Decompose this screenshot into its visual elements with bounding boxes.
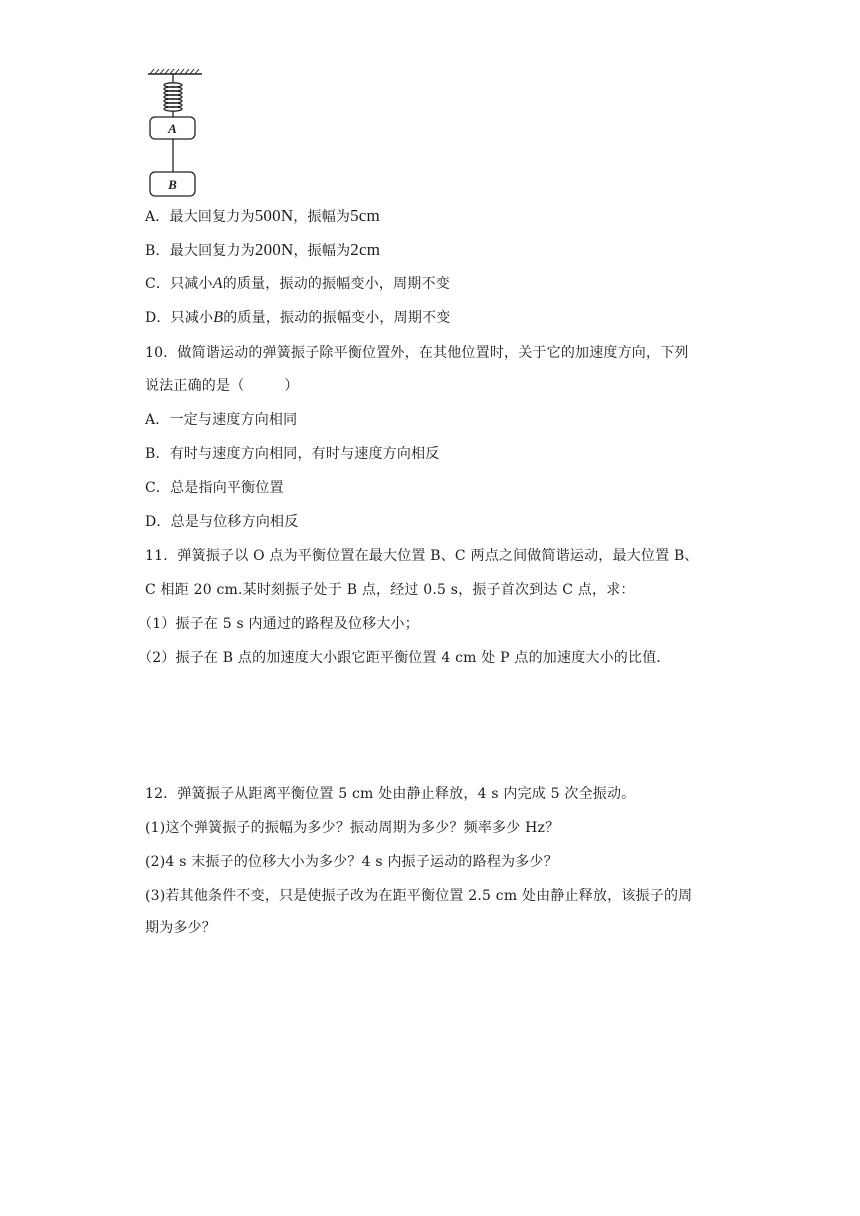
amplitude-value: 2cm: [350, 240, 381, 259]
block-a: [150, 117, 195, 139]
block-a-label: A: [168, 121, 177, 136]
q11-stem-line2: C 相距 20 cm.某时刻振子处于 B 点，经过 0.5 s，振子首次到达 C 点，求：: [145, 582, 635, 598]
q12-part2: (2)4 s 末振子的位移大小为多少？4 s 内振子运动的路程为多少？: [145, 854, 558, 870]
q10-stem-line2: [145, 376, 299, 396]
force-value: 500N: [254, 206, 294, 225]
force-value: 200N: [254, 240, 294, 259]
q9-option-d: [145, 308, 450, 328]
q10-option-b: B．有时与速度方向相同，有时与速度方向相反: [145, 446, 440, 462]
amplitude-value: 5cm: [350, 206, 380, 225]
ceiling: [148, 69, 202, 74]
q11-part1: （1）振子在 5 s 内通过的路程及位移大小；: [138, 616, 419, 632]
option-text: 的质量，振动的振幅变小，周期不变: [223, 310, 451, 326]
option-text: 的质量，振动的振幅变小，周期不变: [222, 276, 450, 292]
q12-part3-line1: (3)若其他条件不变，只是使振子改为在距平衡位置 2.5 cm 处由静止释放，该振子的周: [145, 888, 693, 904]
q10-option-d: D．总是与位移方向相反: [145, 514, 299, 530]
option-text: D．只减小: [145, 310, 214, 326]
q10-stem-line1: 10．做简谐运动的弹簧振子除平衡位置外，在其他位置时，关于它的加速度方向，下列: [145, 345, 689, 361]
spring-block-figure: [144, 68, 204, 200]
option-text: ，振幅为: [293, 243, 351, 259]
q11-part2: （2）振子在 B 点的加速度大小跟它距平衡位置 4 cm 处 P 点的加速度大小的比值．: [138, 650, 671, 666]
stem-text: ）: [284, 378, 299, 394]
option-text: B．最大回复力为: [145, 243, 255, 259]
variable-b: B: [213, 309, 224, 326]
option-text: ，振幅为: [293, 209, 351, 225]
q12-stem: 12．弹簧振子从距离平衡位置 5 cm 处由静止释放，4 s 内完成 5 次全振动。: [145, 786, 636, 802]
variable-a: A: [212, 275, 223, 292]
q9-option-b: [145, 240, 380, 261]
block-b-label: B: [168, 177, 177, 192]
option-text: C．只减小: [145, 276, 213, 292]
stem-text: 说法正确的是（: [145, 378, 245, 394]
spring: [164, 74, 182, 117]
q10-option-a: A．一定与速度方向相同: [145, 412, 298, 428]
block-b: [150, 172, 195, 196]
q12-part3-line2: 期为多少？: [145, 920, 216, 936]
q12-part1: (1)这个弹簧振子的振幅为多少？振动周期为多少？频率多少 Hz？: [145, 820, 560, 836]
q11-stem-line1: 11．弹簧振子以 O 点为平衡位置在最大位置 B、C 两点之间做简谐运动，最大位置 B、: [145, 548, 699, 564]
q9-option-a: [145, 206, 380, 227]
option-text: A．最大回复力为: [145, 209, 255, 225]
q10-option-c: C．总是指向平衡位置: [145, 480, 284, 496]
q9-option-c: [145, 274, 450, 294]
